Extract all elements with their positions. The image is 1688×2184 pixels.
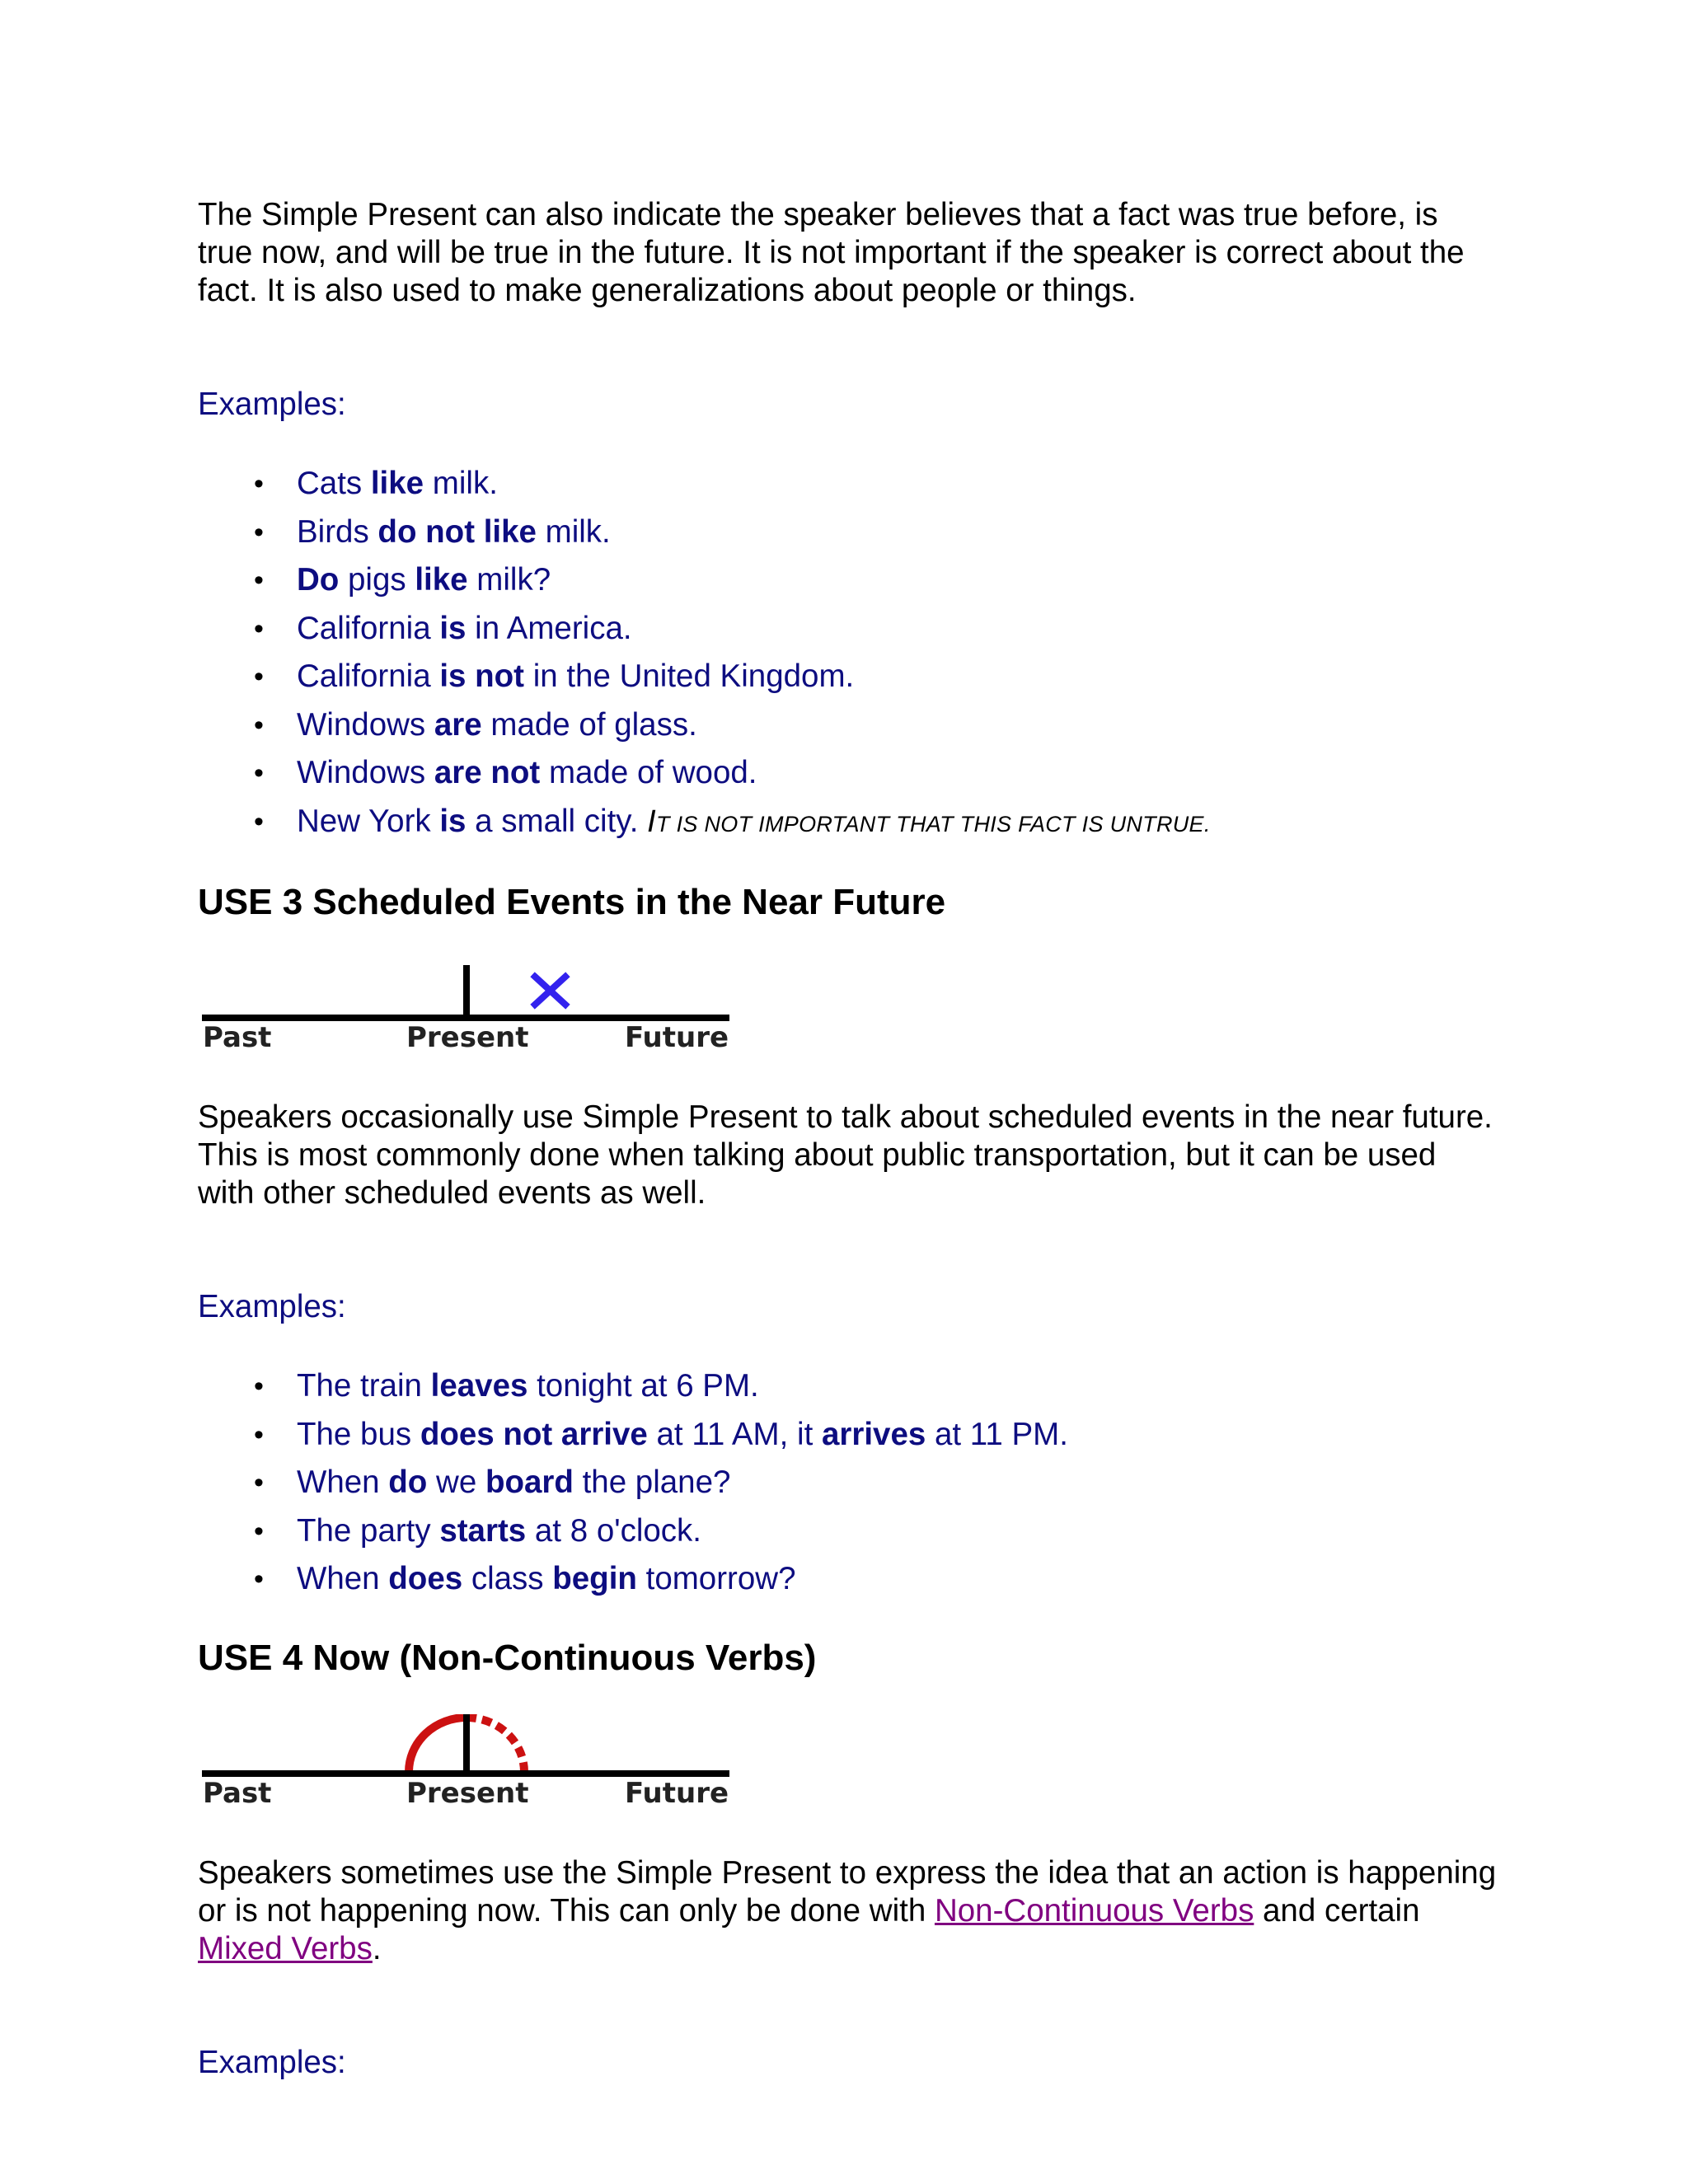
timeline-label-present: Present xyxy=(406,1021,529,1054)
list-item: • California is not in the United Kingdom. xyxy=(198,653,1500,701)
use4-heading: USE 4 Now (Non-Continuous Verbs) xyxy=(198,1637,817,1678)
list-item: • Birds do not like milk. xyxy=(198,509,1500,557)
list-item: • New York is a small city. IT IS NOT IMPORTANT THAT THIS FACT IS UNTRUE. xyxy=(198,798,1500,849)
examples-label: Examples: xyxy=(198,2044,346,2080)
intro-paragraph: The Simple Present can also indicate the speaker believes that a fact was true before, is true now, and will be true in the future. It is not important if the speaker is correct about the fact. It is also used to make generalizations about people or things. xyxy=(198,197,1465,308)
list-item: • When do we board the plane? xyxy=(198,1459,1500,1507)
list-item: • The bus does not arrive at 11 AM, it arrives at 11 PM. xyxy=(198,1411,1500,1460)
untrue-fact-note: IT IS NOT IMPORTANT THAT THIS FACT IS UNTRUE. xyxy=(647,804,1211,839)
list-item: • The party starts at 8 o'clock. xyxy=(198,1507,1500,1556)
timeline-label-present: Present xyxy=(406,1776,529,1810)
use3-paragraph: Speakers occasionally use Simple Present to talk about scheduled events in the near future. This is most commonly done when talking about public transportation, but it can be used with other scheduled events as well. xyxy=(198,1099,1493,1211)
timeline-label-future: Future xyxy=(625,1021,729,1054)
list-item: • Windows are made of glass. xyxy=(198,701,1500,750)
present-marker xyxy=(463,1714,470,1774)
list-item: • California is in America. xyxy=(198,605,1500,654)
list-item: • Windows are not made of wood. xyxy=(198,749,1500,798)
now-arc-solid xyxy=(409,1718,467,1772)
timeline-label-past: Past xyxy=(203,1776,272,1810)
non-continuous-verbs-link[interactable]: Non-Continuous Verbs xyxy=(934,1892,1254,1929)
now-arc-dashed xyxy=(467,1718,524,1772)
list-item: • The train leaves tonight at 6 PM. xyxy=(198,1362,1500,1411)
document-page xyxy=(198,196,1500,2082)
list-item: • Cats like milk. xyxy=(198,460,1500,509)
timeline-label-past: Past xyxy=(203,1021,272,1054)
present-marker xyxy=(463,965,470,1018)
x-event-icon xyxy=(535,977,565,1005)
use3-heading: USE 3 Scheduled Events in the Near Future xyxy=(198,882,946,922)
timeline-label-future: Future xyxy=(625,1776,729,1810)
use3-timeline-diagram xyxy=(198,958,742,1057)
use2-example-list xyxy=(198,460,1500,848)
list-item: • When does class begin tomorrow? xyxy=(198,1555,1500,1604)
examples-label: Examples: xyxy=(198,1289,346,1324)
mixed-verbs-link[interactable]: Mixed Verbs xyxy=(198,1930,373,1966)
examples-label: Examples: xyxy=(198,387,346,422)
use4-timeline-diagram xyxy=(198,1714,742,1813)
list-item: • Do pigs like milk? xyxy=(198,556,1500,605)
use3-example-list xyxy=(198,1362,1500,1604)
use4-paragraph: Speakers sometimes use the Simple Present to express the idea that an action is happening or is not happening now. This can only be done with Non-Continuous Verbs and certain Mixed Verbs. xyxy=(198,1854,1497,1966)
